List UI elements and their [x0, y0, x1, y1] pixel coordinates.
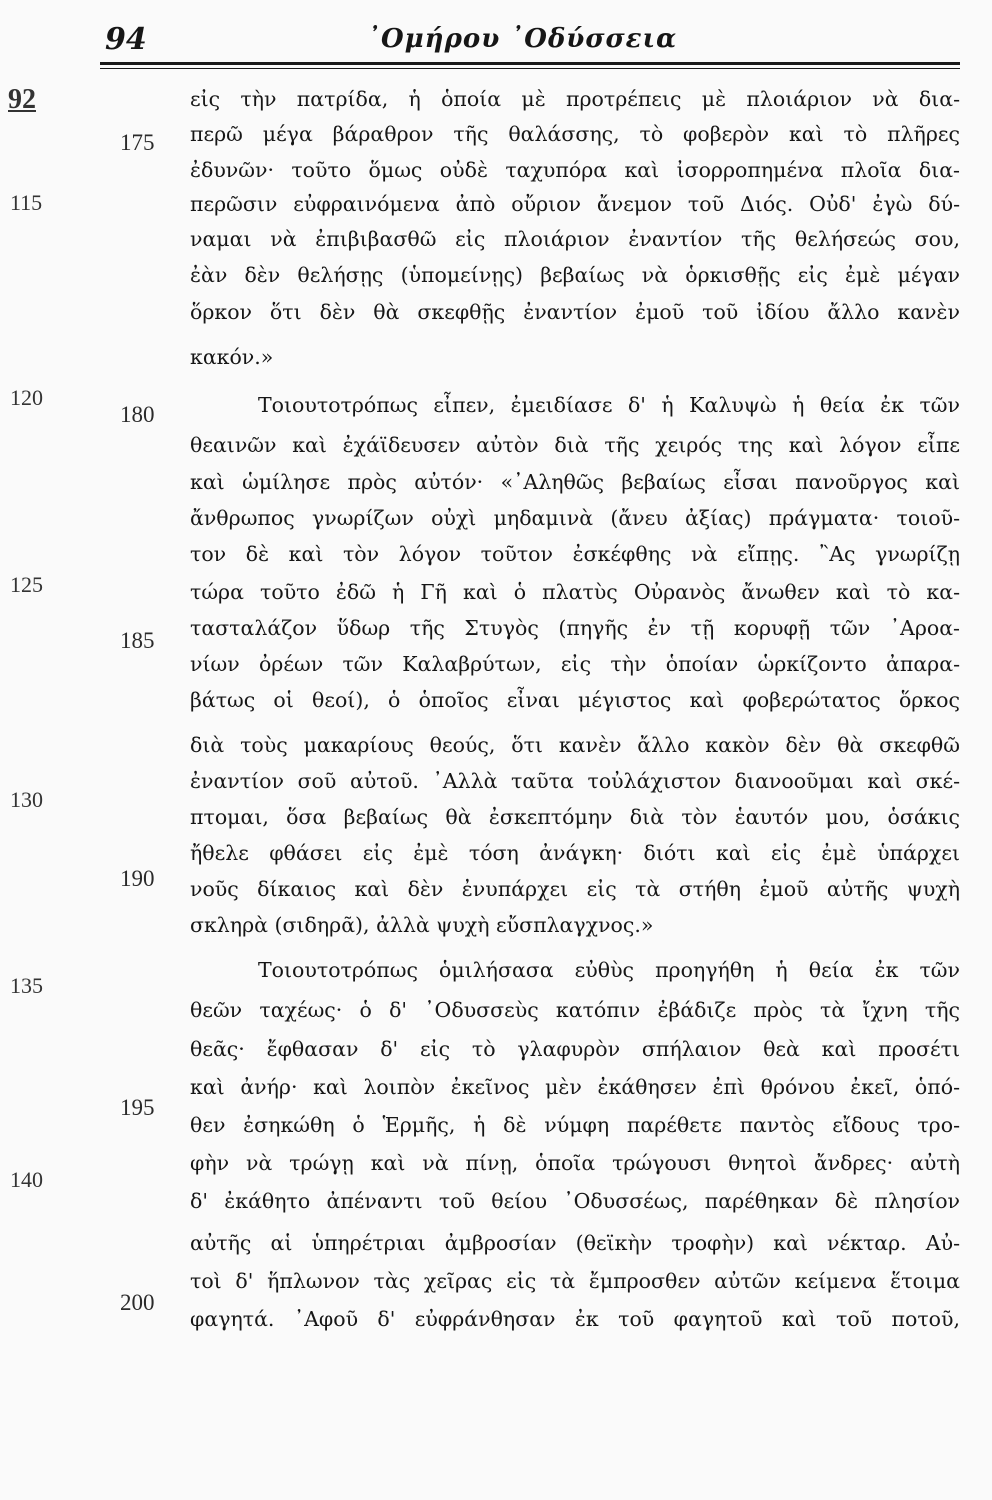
- margin-number: 120: [10, 385, 43, 410]
- line-number: 200: [120, 1290, 155, 1315]
- text-line: θεῶν ταχέως· ὁ δ' ᾿Οδυσσεὺς κατόπιν ἐβάδιζε πρὸς τὰ ἴχνη τῆς: [190, 998, 960, 1022]
- text-line: καὶ ὡμίλησε πρὸς αὐτόν· «᾿Αληθῶς βεβαίως εἶσαι πανοῦργος καὶ: [190, 470, 960, 494]
- text-line: βάτως οἱ θεοί), ὁ ὁποῖος εἶναι μέγιστος καὶ φοβερώτατος ὅρκος: [190, 688, 960, 712]
- text-line: Τοιουτοτρόπως ὁμιλήσασα εὐθὺς προηγήθη ἡ θεία ἐκ τῶν: [258, 958, 960, 982]
- text-line: θεᾶς· ἔφθασαν δ' εἰς τὸ γλαφυρὸν σπήλαιον θεὰ καὶ προσέτι: [190, 1037, 960, 1061]
- line-number: 195: [120, 1095, 155, 1120]
- header-rule: [100, 62, 960, 65]
- text-line: φαγητά. ᾿Αφοῦ δ' εὐφράνθησαν ἐκ τοῦ φαγητοῦ καὶ τοῦ ποτοῦ,: [190, 1307, 960, 1331]
- text-line: δ' ἐκάθητο ἀπέναντι τοῦ θείου ᾿Οδυσσέως, παρέθηκαν δὲ πλησίον: [190, 1189, 960, 1213]
- text-line: αὐτῆς αἱ ὑπηρέτριαι ἀμβροσίαν (θεϊκὴν τροφὴν) καὶ νέκταρ. Αὐ-: [190, 1231, 960, 1255]
- text-line: ἐὰν δὲν θελήσῃς (ὑπομείνῃς) βεβαίως νὰ ὁρκισθῇς εἰς ἐμὲ μέγαν: [190, 263, 960, 287]
- text-line: νίων ὀρέων τῶν Καλαβρύτων, εἰς τὴν ὁποίαν ὡρκίζοντο ἀπαρα-: [190, 652, 960, 676]
- line-number: 175: [120, 130, 155, 155]
- running-title: ᾿Ομήρου ᾿Οδύσσεια: [367, 24, 678, 54]
- text-line: θεαινῶν καὶ ἐχάϊδευσεν αὐτὸν διὰ τῆς χειρός της καὶ λόγον εἶπε: [190, 433, 960, 457]
- text-line: Τοιουτοτρόπως εἶπεν, ἐμειδίασε δ' ἡ Καλυψὼ ἡ θεία ἐκ τῶν: [258, 393, 960, 417]
- text-line: περῶ μέγα βάραθρον τῆς θαλάσσης, τὸ φοβερὸν καὶ τὸ πλῆρες: [190, 122, 960, 146]
- margin-number: 130: [10, 787, 43, 812]
- margin-number: 135: [10, 973, 43, 998]
- line-number: 185: [120, 628, 155, 653]
- margin-number: 140: [10, 1167, 43, 1192]
- text-line: φὴν νὰ τρώγῃ καὶ νὰ πίνῃ, ὁποῖα τρώγουσι θνητοὶ ἄνδρες· αὐτὴ: [190, 1151, 960, 1175]
- header-rule-thin: [100, 68, 960, 69]
- text-line: ἐναντίον σοῦ αὐτοῦ. ᾿Αλλὰ ταῦτα τοὐλάχιστον διανοοῦμαι καὶ σκέ-: [190, 769, 960, 793]
- text-line: ἐδυνῶν· τοῦτο ὅμως οὐδὲ ταχυπόρα καὶ ἰσορροπημένα πλοῖα δια-: [190, 158, 960, 182]
- text-line: σκληρὰ (σιδηρᾶ), ἀλλὰ ψυχὴ εὔσπλαγχνος.»: [190, 913, 654, 937]
- text-line: νοῦς δίκαιος καὶ δὲν ἐνυπάρχει εἰς τὰ στήθη ἐμοῦ αὐτῆς ψυχὴ: [190, 877, 960, 901]
- text-line: θεν ἐσηκώθη ὁ Ἑρμῆς, ἡ δὲ νύμφη παρέθετε παντὸς εἴδους τρο-: [190, 1113, 960, 1137]
- text-line: καὶ ἀνήρ· καὶ λοιπὸν ἐκεῖνος μὲν ἐκάθησεν ἐπὶ θρόνου ἐκεῖ, ὁπό-: [190, 1075, 960, 1099]
- text-line: τοὶ δ' ἥπλωνον τὰς χεῖρας εἰς τὰ ἔμπροσθεν αὐτῶν κείμενα ἕτοιμα: [190, 1269, 960, 1293]
- line-number: 180: [120, 402, 155, 427]
- page-number: 94: [105, 22, 147, 57]
- text-line: ἄνθρωπος γνωρίζων οὐχὶ μηδαμινὰ (ἄνευ ἀξίας) πράγματα· τοιοῦ-: [190, 506, 960, 530]
- margin-number: 115: [10, 190, 43, 215]
- text-line: ἤθελε φθάσει εἰς ἐμὲ τόση ἀνάγκη· διότι καὶ εἰς ἐμὲ ὑπάρχει: [190, 841, 960, 865]
- text-line: ναμαι νὰ ἐπιβιβασθῶ εἰς πλοιάριον ἐναντίον τῆς θελήσεώς σου,: [190, 227, 960, 251]
- text-line: τασταλάζον ὕδωρ τῆς Στυγὸς (πηγῆς ἐν τῇ κορυφῇ τῶν ᾿Αροα-: [190, 616, 960, 640]
- margin-number: 92: [8, 84, 36, 115]
- text-line: κακόν.»: [190, 345, 274, 369]
- text-line: εἰς τὴν πατρίδα, ἡ ὁποία μὲ προτρέπεις μὲ πλοιάριον νὰ δια-: [190, 87, 960, 111]
- text-line: τον δὲ καὶ τὸν λόγον τοῦτον ἐσκέφθης νὰ εἴπῃς. ῍Ας γνωρίζῃ: [190, 542, 960, 566]
- line-number: 190: [120, 866, 155, 891]
- text-line: ὅρκον ὅτι δὲν θὰ σκεφθῇς ἐναντίον ἐμοῦ τοῦ ἰδίου ἄλλο κανὲν: [190, 300, 960, 324]
- text-line: πτομαι, ὅσα βεβαίως θὰ ἐσκεπτόμην διὰ τὸν ἑαυτόν μου, ὁσάκις: [190, 805, 960, 829]
- page-header: [105, 22, 955, 62]
- margin-number: 125: [10, 572, 43, 597]
- text-line: περῶσιν εὐφραινόμενα ἀπὸ οὔριον ἄνεμον τοῦ Διός. Οὐδ' ἐγὼ δύ-: [190, 192, 960, 216]
- text-line: τώρα τοῦτο ἐδῶ ἡ Γῆ καὶ ὁ πλατὺς Οὐρανὸς ἄνωθεν καὶ τὸ κα-: [190, 580, 960, 604]
- text-line: διὰ τοὺς μακαρίους θεούς, ὅτι κανὲν ἄλλο κακὸν δὲν θὰ σκεφθῶ: [190, 733, 960, 757]
